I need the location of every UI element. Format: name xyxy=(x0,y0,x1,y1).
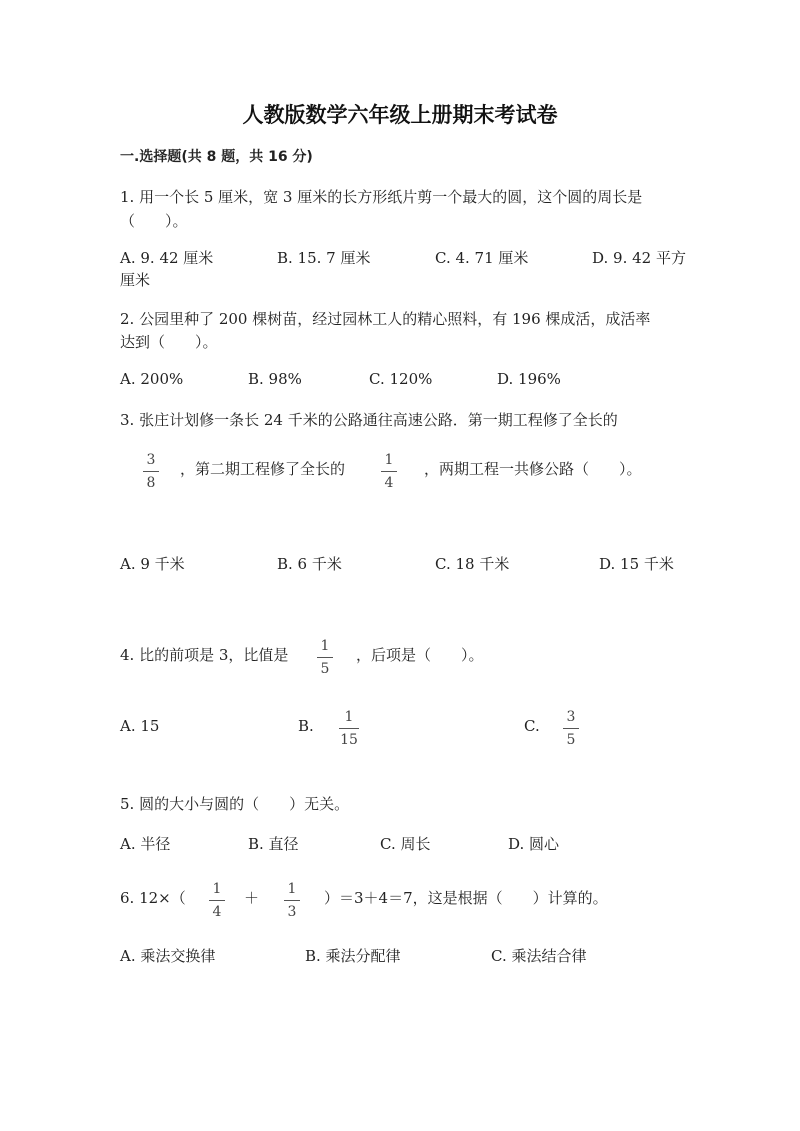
fraction-bar xyxy=(339,728,359,729)
q4-option-b-fraction[interactable] xyxy=(334,709,364,748)
q3-option-d[interactable]: D. 15 千米 xyxy=(599,555,674,573)
q1-option-b[interactable]: B. 15. 7 厘米 xyxy=(277,249,371,267)
q1-option-d[interactable]: D. 9. 42 平方 xyxy=(592,249,686,267)
q4-option-b-denominator: 15 xyxy=(340,732,358,748)
q2-option-c[interactable]: C. 120% xyxy=(369,370,433,388)
fraction-bar xyxy=(143,471,159,472)
q6-fraction-1-denominator: 4 xyxy=(212,904,222,920)
q4-option-b-numerator: 1 xyxy=(344,709,354,725)
q4-fraction-denominator: 5 xyxy=(320,661,330,677)
q6-fraction-2-denominator: 3 xyxy=(287,904,297,920)
q2-option-a[interactable]: A. 200% xyxy=(120,370,184,388)
q2-option-d[interactable]: D. 196% xyxy=(497,370,561,388)
q3-fraction-1 xyxy=(138,452,164,491)
question-1-line2: （ ）。 xyxy=(120,212,188,230)
q6-fraction-2-numerator: 1 xyxy=(287,881,297,897)
fraction-bar xyxy=(317,657,333,658)
q4-option-a[interactable]: A. 15 xyxy=(120,717,160,735)
question-4-text1: 4. 比的前项是 3，比值是 xyxy=(120,646,289,664)
fraction-bar xyxy=(284,900,300,901)
q3-option-b[interactable]: B. 6 千米 xyxy=(277,555,342,573)
q5-option-a[interactable]: A. 半径 xyxy=(120,835,171,853)
question-4-text2: ，后项是（ ）。 xyxy=(356,646,484,664)
fraction-bar xyxy=(209,900,225,901)
q6-option-b[interactable]: B. 乘法分配律 xyxy=(305,947,401,965)
q4-fraction-numerator: 1 xyxy=(320,638,330,654)
q3-fraction-1-numerator: 3 xyxy=(146,452,156,468)
section-heading: 一.选择题(共 8 题，共 16 分) xyxy=(120,149,313,165)
q6-fraction-2 xyxy=(279,881,305,920)
q6-fraction-1 xyxy=(204,881,230,920)
q1-option-a[interactable]: A. 9. 42 厘米 xyxy=(120,249,214,267)
q3-fraction-1-denominator: 8 xyxy=(146,475,156,491)
q3-option-c[interactable]: C. 18 千米 xyxy=(435,555,510,573)
q5-option-d[interactable]: D. 圆心 xyxy=(508,835,560,853)
q2-option-b[interactable]: B. 98% xyxy=(248,370,302,388)
q5-option-c[interactable]: C. 周长 xyxy=(380,835,431,853)
page-title: 人教版数学六年级上册期末考试卷 xyxy=(242,103,558,127)
question-6-plus: ＋ xyxy=(244,889,260,907)
q4-option-c-denominator: 5 xyxy=(566,732,576,748)
question-3-line1: 3. 张庄计划修一条长 24 千米的公路通往高速公路．第一期工程修了全长的 xyxy=(120,411,618,429)
question-2-line1: 2. 公园里种了 200 棵树苗，经过园林工人的精心照料，有 196 棵成活，成活率 xyxy=(120,310,651,328)
fraction-bar xyxy=(563,728,579,729)
question-5-text: 5. 圆的大小与圆的（ ）无关。 xyxy=(120,795,350,813)
q4-option-c-label[interactable]: C. xyxy=(524,717,540,735)
q4-option-c-fraction[interactable] xyxy=(558,709,584,748)
q6-option-c[interactable]: C. 乘法结合律 xyxy=(491,947,587,965)
q3-option-a[interactable]: A. 9 千米 xyxy=(120,555,185,573)
q3-fraction-2-denominator: 4 xyxy=(384,475,394,491)
q1-option-c[interactable]: C. 4. 71 厘米 xyxy=(435,249,529,267)
question-6-prefix: 6. 12×（ xyxy=(120,889,186,907)
q6-option-a[interactable]: A. 乘法交换律 xyxy=(120,947,216,965)
question-2-line2: 达到（ ）。 xyxy=(120,333,218,351)
question-6-suffix: ）＝3＋4＝7，这是根据（ ）计算的。 xyxy=(324,889,608,907)
q3-fraction-2 xyxy=(376,452,402,491)
q4-option-c-numerator: 3 xyxy=(566,709,576,725)
q5-option-b[interactable]: B. 直径 xyxy=(248,835,299,853)
question-3-end: ，两期工程一共修公路（ ）。 xyxy=(424,460,642,478)
question-3-mid: ，第二期工程修了全长的 xyxy=(180,460,346,478)
q4-option-b-label[interactable]: B. xyxy=(298,717,314,735)
q4-fraction xyxy=(312,638,338,677)
question-1-line1: 1. 用一个长 5 厘米，宽 3 厘米的长方形纸片剪一个最大的圆，这个圆的周长是 xyxy=(120,188,643,206)
q6-fraction-1-numerator: 1 xyxy=(212,881,222,897)
fraction-bar xyxy=(381,471,397,472)
q1-option-d-wrap: 厘米 xyxy=(120,271,151,289)
q3-fraction-2-numerator: 1 xyxy=(384,452,394,468)
